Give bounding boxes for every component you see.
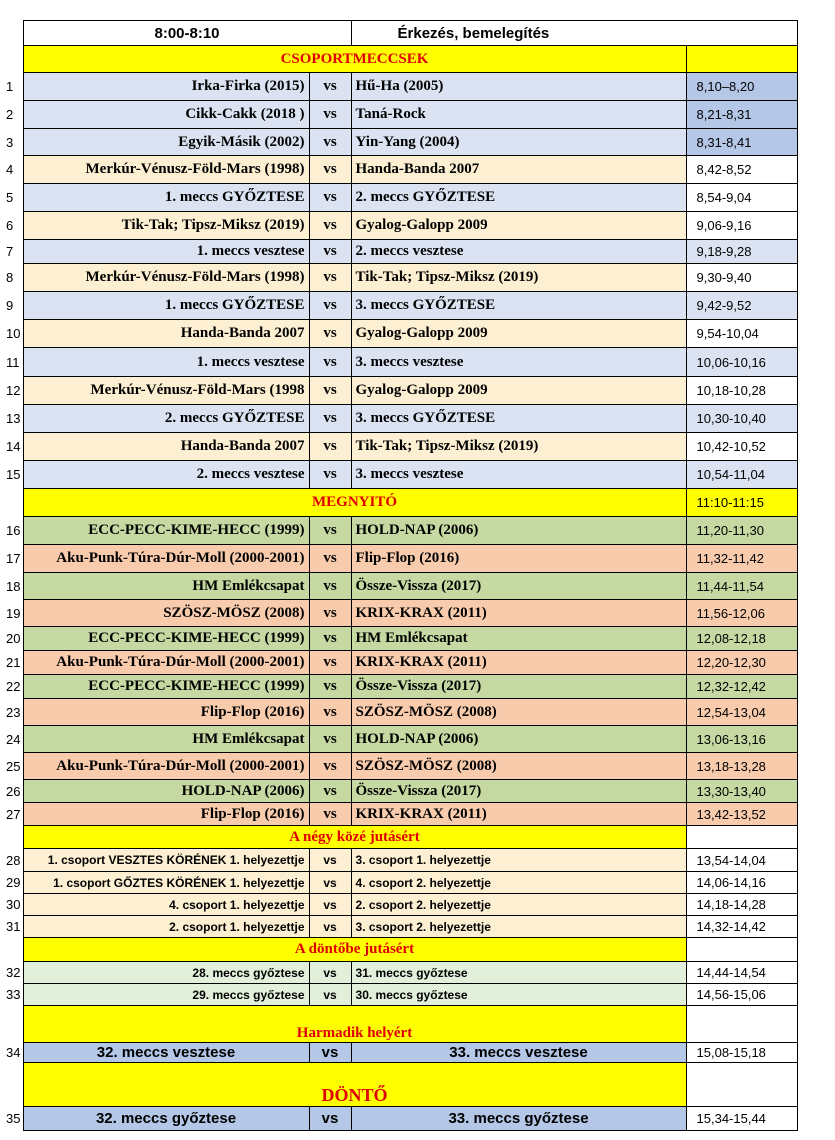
match-time: 15,34-15,44: [686, 1107, 797, 1131]
vs-label: vs: [309, 545, 351, 573]
header-row: [0, 21, 797, 46]
match-row: [0, 129, 797, 156]
team-a: 2. meccs vesztese: [23, 461, 309, 489]
section-quarter: [0, 826, 797, 849]
match-number: 26: [6, 783, 21, 799]
vs-label: vs: [309, 292, 351, 320]
team-a: HM Emlékcsapat: [23, 573, 309, 600]
match-number: 5: [6, 190, 14, 205]
section-third-place: [0, 1006, 797, 1043]
match-number: 4: [6, 162, 14, 177]
match-time: 11,32-11,42: [686, 545, 797, 573]
team-b: Gyalog-Galopp 2009: [351, 377, 686, 405]
match-number: 30: [6, 897, 21, 912]
vs-label: vs: [309, 264, 351, 292]
header-title: Érkezés, bemelegítés: [351, 21, 797, 46]
match-time: 8,10–8,20: [686, 73, 797, 101]
match-row: [0, 753, 797, 780]
team-a: 1. meccs GYŐZTESE: [23, 184, 309, 212]
match-time: 13,30-13,40: [686, 780, 797, 803]
section-title: MEGNYITÓ: [23, 489, 686, 517]
team-b: 3. meccs vesztese: [351, 461, 686, 489]
match-number: 29: [6, 875, 21, 890]
vs-label: vs: [309, 699, 351, 726]
team-a: ECC-PECC-KIME-HECC (1999): [23, 675, 309, 699]
vs-label: vs: [309, 461, 351, 489]
team-a: Merkúr-Vénusz-Föld-Mars (1998): [23, 264, 309, 292]
match-number: 6: [6, 218, 14, 233]
match-time: 13,06-13,16: [686, 726, 797, 753]
section-time: [686, 938, 797, 962]
team-b: Yin-Yang (2004): [351, 129, 686, 156]
vs-label: vs: [309, 573, 351, 600]
match-number: 33: [6, 987, 21, 1002]
match-time: 8,42-8,52: [686, 156, 797, 184]
vs-label: vs: [309, 916, 351, 938]
match-number: 15: [6, 467, 21, 482]
team-b: 30. meccs győztese: [351, 984, 686, 1006]
match-number: 7: [6, 244, 14, 259]
team-a: Cikk-Cakk (2018 ): [23, 101, 309, 129]
match-time: 13,18-13,28: [686, 753, 797, 780]
team-a: 32. meccs győztese: [23, 1107, 309, 1131]
match-number: 2: [6, 107, 14, 122]
match-number: 1: [6, 79, 14, 94]
match-row: [0, 405, 797, 433]
team-a: Aku-Punk-Túra-Dúr-Moll (2000-2001): [23, 651, 309, 675]
match-row: [0, 699, 797, 726]
match-time: 9,42-9,52: [686, 292, 797, 320]
match-number: 19: [6, 605, 21, 621]
vs-label: vs: [309, 894, 351, 916]
match-row: [0, 1107, 797, 1131]
team-a: ECC-PECC-KIME-HECC (1999): [23, 627, 309, 651]
match-number: 8: [6, 270, 14, 285]
match-number: 3: [6, 134, 14, 150]
schedule-table: [0, 20, 798, 1131]
match-row: [0, 600, 797, 627]
match-row: [0, 184, 797, 212]
match-row: [0, 433, 797, 461]
team-b: HOLD-NAP (2006): [351, 517, 686, 545]
team-a: 1. csoport VESZTES KÖRÉNEK 1. helyezettje: [23, 849, 309, 872]
vs-label: vs: [309, 627, 351, 651]
team-b: 4. csoport 2. helyezettje: [351, 872, 686, 894]
match-number: [0, 46, 23, 73]
match-number: 12: [6, 383, 21, 398]
match-row: [0, 212, 797, 240]
match-row: [0, 101, 797, 129]
section-time: [686, 826, 797, 849]
team-b: Flip-Flop (2016): [351, 545, 686, 573]
team-b: 2. csoport 2. helyezettje: [351, 894, 686, 916]
team-a: Merkúr-Vénusz-Föld-Mars (1998: [23, 377, 309, 405]
team-b: 33. meccs győztese: [351, 1107, 686, 1131]
team-a: 1. meccs vesztese: [23, 348, 309, 377]
vs-label: vs: [309, 129, 351, 156]
team-b: Tik-Tak; Tipsz-Miksz (2019): [351, 433, 686, 461]
team-b: HM Emlékcsapat: [351, 627, 686, 651]
match-number: 18: [6, 578, 21, 594]
match-time: 14,44-14,54: [686, 962, 797, 984]
team-b: Hű-Ha (2005): [351, 73, 686, 101]
vs-label: vs: [309, 780, 351, 803]
match-number: 24: [6, 731, 21, 747]
team-a: 4. csoport 1. helyezettje: [23, 894, 309, 916]
match-time: 10,06-10,16: [686, 348, 797, 377]
team-b: Össze-Vissza (2017): [351, 780, 686, 803]
header-time: 8:00-8:10: [23, 21, 351, 46]
match-time: 8,54-9,04: [686, 184, 797, 212]
match-time: 14,32-14,42: [686, 916, 797, 938]
vs-label: vs: [309, 156, 351, 184]
section-title: A döntőbe jutásért: [23, 938, 686, 962]
team-a: 28. meccs győztese: [23, 962, 309, 984]
match-row: [0, 962, 797, 984]
match-row: [0, 377, 797, 405]
match-row: [0, 292, 797, 320]
team-b: Taná-Rock: [351, 101, 686, 129]
match-row: [0, 803, 797, 826]
team-b: HOLD-NAP (2006): [351, 726, 686, 753]
team-b: 31. meccs győztese: [351, 962, 686, 984]
team-a: HOLD-NAP (2006): [23, 780, 309, 803]
match-time: 9,18-9,28: [686, 240, 797, 264]
vs-label: vs: [309, 962, 351, 984]
match-row: [0, 675, 797, 699]
vs-label: vs: [309, 320, 351, 348]
match-number: 22: [6, 679, 21, 694]
match-row: [0, 1043, 797, 1063]
match-number: 35: [6, 1111, 21, 1126]
vs-label: vs: [309, 651, 351, 675]
match-number: 17: [6, 551, 21, 566]
match-row: [0, 916, 797, 938]
team-a: Handa-Banda 2007: [23, 433, 309, 461]
team-b: Handa-Banda 2007: [351, 156, 686, 184]
team-a: Handa-Banda 2007: [23, 320, 309, 348]
team-a: Tik-Tak; Tipsz-Miksz (2019): [23, 212, 309, 240]
section-group: [0, 46, 797, 73]
team-b: 3. csoport 2. helyezettje: [351, 916, 686, 938]
section-time: [686, 1063, 797, 1107]
team-b: KRIX-KRAX (2011): [351, 651, 686, 675]
match-number: 27: [6, 806, 21, 822]
match-row: [0, 573, 797, 600]
match-row: [0, 264, 797, 292]
match-number: 32: [6, 965, 21, 980]
vs-label: vs: [309, 803, 351, 826]
match-number: 14: [6, 439, 21, 454]
team-a: 2. csoport 1. helyezettje: [23, 916, 309, 938]
match-time: 11,44-11,54: [686, 573, 797, 600]
match-time: 12,08-12,18: [686, 627, 797, 651]
vs-label: vs: [309, 753, 351, 780]
match-number: 11: [6, 354, 20, 370]
match-row: [0, 651, 797, 675]
match-time: 12,20-12,30: [686, 651, 797, 675]
team-a: Irka-Firka (2015): [23, 73, 309, 101]
team-b: Tik-Tak; Tipsz-Miksz (2019): [351, 264, 686, 292]
match-row: [0, 348, 797, 377]
team-a: 2. meccs GYŐZTESE: [23, 405, 309, 433]
match-time: 14,06-14,16: [686, 872, 797, 894]
match-number: [0, 826, 23, 849]
section-opening: [0, 489, 797, 517]
team-b: 2. meccs vesztese: [351, 240, 686, 264]
match-row: [0, 872, 797, 894]
team-b: Gyalog-Galopp 2009: [351, 212, 686, 240]
vs-label: vs: [309, 984, 351, 1006]
team-b: Össze-Vissza (2017): [351, 573, 686, 600]
match-number: [0, 1063, 23, 1107]
section-time: [686, 1006, 797, 1043]
match-time: 12,32-12,42: [686, 675, 797, 699]
match-time: 10,42-10,52: [686, 433, 797, 461]
team-a: 29. meccs győztese: [23, 984, 309, 1006]
match-time: 10,18-10,28: [686, 377, 797, 405]
match-time: 13,42-13,52: [686, 803, 797, 826]
match-number: 23: [6, 704, 21, 720]
match-number: 31: [6, 919, 21, 934]
match-row: [0, 320, 797, 348]
team-a: Flip-Flop (2016): [23, 803, 309, 826]
vs-label: vs: [309, 872, 351, 894]
match-time: 10,30-10,40: [686, 405, 797, 433]
team-b: 3. meccs vesztese: [351, 348, 686, 377]
match-time: 8,31-8,41: [686, 129, 797, 156]
team-b: 3. meccs GYŐZTESE: [351, 405, 686, 433]
match-row: [0, 780, 797, 803]
match-time: 13,54-14,04: [686, 849, 797, 872]
vs-label: vs: [309, 433, 351, 461]
match-row: [0, 156, 797, 184]
section-title: Harmadik helyért: [23, 1006, 686, 1043]
match-row: [0, 517, 797, 545]
section-title: CSOPORTMECCSEK: [23, 46, 686, 73]
vs-label: vs: [309, 675, 351, 699]
match-row: [0, 984, 797, 1006]
match-time: 15,08-15,18: [686, 1043, 797, 1063]
vs-label: vs: [309, 600, 351, 627]
match-number: [0, 489, 23, 517]
team-a: Merkúr-Vénusz-Föld-Mars (1998): [23, 156, 309, 184]
vs-label: vs: [309, 101, 351, 129]
match-number: [0, 1006, 23, 1043]
team-b: 3. meccs GYŐZTESE: [351, 292, 686, 320]
section-title: DÖNTŐ: [23, 1063, 686, 1107]
team-a: HM Emlékcsapat: [23, 726, 309, 753]
team-b: KRIX-KRAX (2011): [351, 803, 686, 826]
team-a: 32. meccs vesztese: [23, 1043, 309, 1063]
match-time: 14,18-14,28: [686, 894, 797, 916]
match-number: 9: [6, 298, 14, 313]
vs-label: vs: [309, 849, 351, 872]
team-b: KRIX-KRAX (2011): [351, 600, 686, 627]
match-row: [0, 627, 797, 651]
team-a: Flip-Flop (2016): [23, 699, 309, 726]
match-number: 10: [6, 326, 21, 341]
team-a: Egyik-Másik (2002): [23, 129, 309, 156]
match-number: 13: [6, 411, 21, 426]
vs-label: vs: [309, 1043, 351, 1063]
match-number: 16: [6, 523, 21, 538]
match-row: [0, 240, 797, 264]
match-row: [0, 461, 797, 489]
team-a: 1. meccs vesztese: [23, 240, 309, 264]
match-row: [0, 849, 797, 872]
team-a: SZÖSZ-MÖSZ (2008): [23, 600, 309, 627]
match-time: 12,54-13,04: [686, 699, 797, 726]
section-final-qualifier: [0, 938, 797, 962]
match-time: 10,54-11,04: [686, 461, 797, 489]
vs-label: vs: [309, 212, 351, 240]
section-final: [0, 1063, 797, 1107]
match-time: 8,21-8,31: [686, 101, 797, 129]
vs-label: vs: [309, 377, 351, 405]
match-row: [0, 545, 797, 573]
vs-label: vs: [309, 1107, 351, 1131]
match-time: 9,54-10,04: [686, 320, 797, 348]
team-b: 3. csoport 1. helyezettje: [351, 849, 686, 872]
match-time: 9,06-9,16: [686, 212, 797, 240]
match-time: 11,56-12,06: [686, 600, 797, 627]
vs-label: vs: [309, 517, 351, 545]
match-time: 14,56-15,06: [686, 984, 797, 1006]
match-number: 28: [6, 852, 21, 868]
team-b: Gyalog-Galopp 2009: [351, 320, 686, 348]
team-b: 33. meccs vesztese: [351, 1043, 686, 1063]
team-b: SZÖSZ-MÖSZ (2008): [351, 753, 686, 780]
section-title: A négy közé jutásért: [23, 826, 686, 849]
team-b: SZÖSZ-MÖSZ (2008): [351, 699, 686, 726]
team-b: 2. meccs GYŐZTESE: [351, 184, 686, 212]
match-row: [0, 73, 797, 101]
match-row: [0, 894, 797, 916]
vs-label: vs: [309, 73, 351, 101]
vs-label: vs: [309, 726, 351, 753]
match-number: [0, 21, 23, 46]
vs-label: vs: [309, 405, 351, 433]
section-time: 11:10-11:15: [686, 489, 797, 517]
match-time: 11,20-11,30: [686, 517, 797, 545]
match-row: [0, 726, 797, 753]
match-time: 9,30-9,40: [686, 264, 797, 292]
match-number: 21: [6, 655, 21, 670]
section-time: [686, 46, 797, 73]
team-a: 1. csoport GŐZTES KÖRÉNEK 1. helyezettje: [23, 872, 309, 894]
team-a: 1. meccs GYŐZTESE: [23, 292, 309, 320]
team-a: ECC-PECC-KIME-HECC (1999): [23, 517, 309, 545]
vs-label: vs: [309, 184, 351, 212]
team-b: Össze-Vissza (2017): [351, 675, 686, 699]
vs-label: vs: [309, 240, 351, 264]
match-number: 34: [6, 1045, 21, 1060]
match-number: [0, 938, 23, 962]
match-number: 20: [6, 631, 21, 646]
match-number: 25: [6, 758, 21, 774]
team-a: Aku-Punk-Túra-Dúr-Moll (2000-2001): [23, 753, 309, 780]
vs-label: vs: [309, 348, 351, 377]
team-a: Aku-Punk-Túra-Dúr-Moll (2000-2001): [23, 545, 309, 573]
